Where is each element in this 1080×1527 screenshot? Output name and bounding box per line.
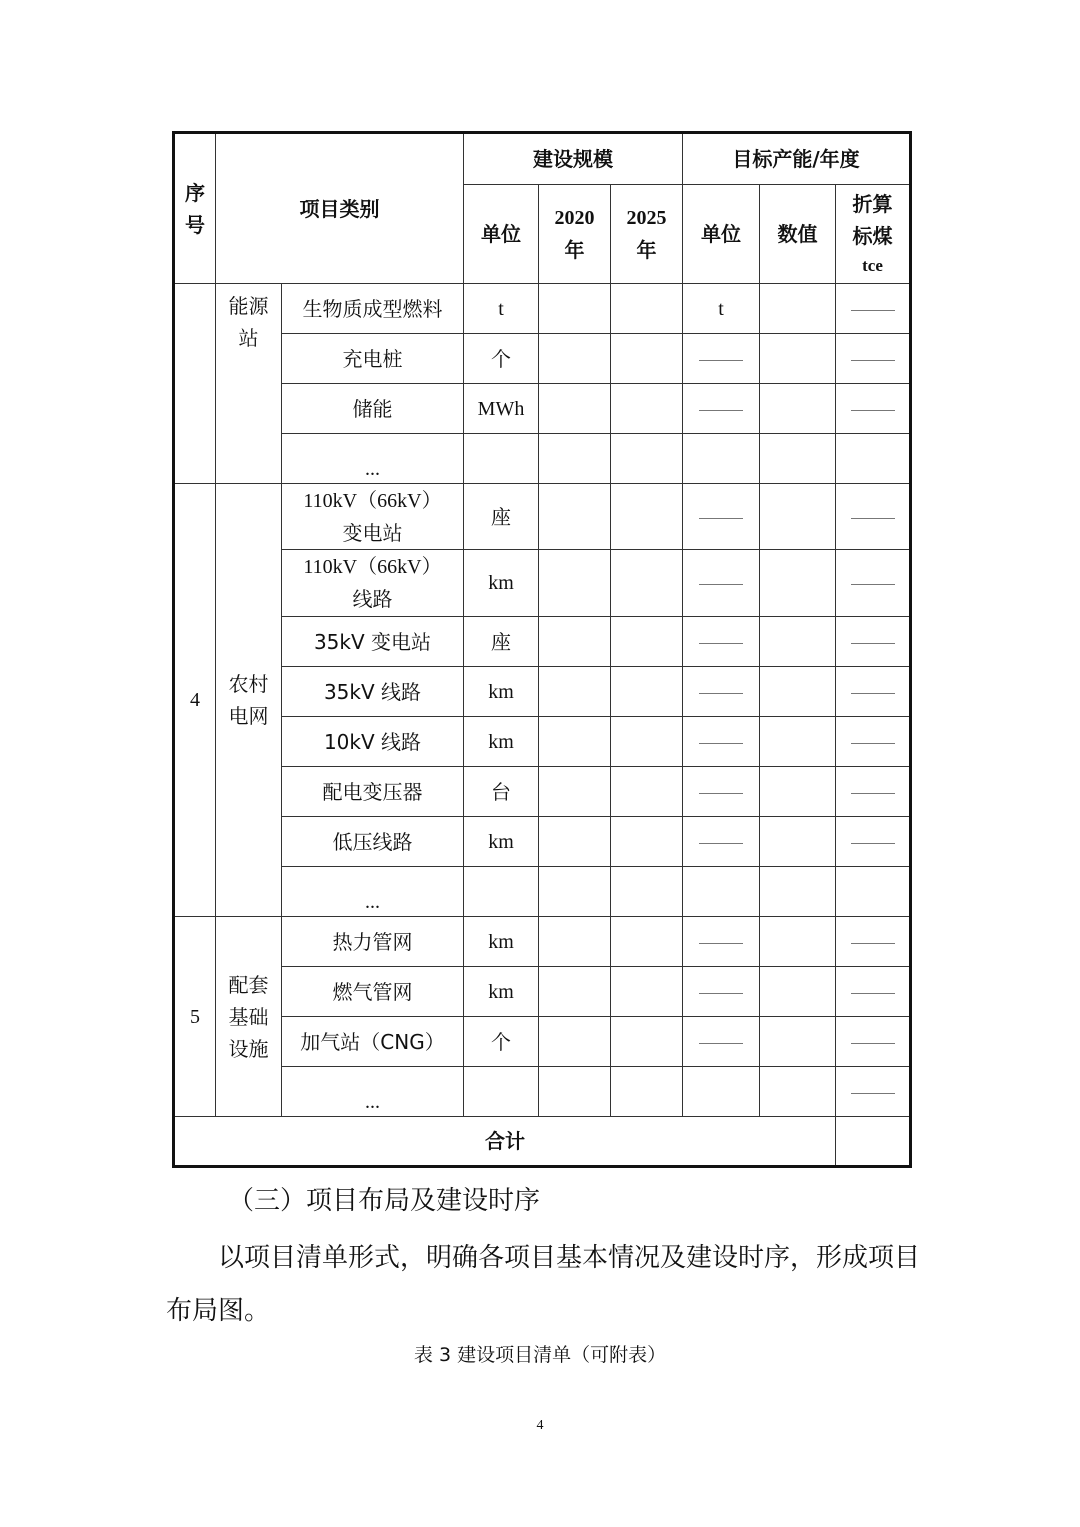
item-cell: 热力管网 <box>282 917 464 967</box>
value-2025 <box>611 334 683 384</box>
target-unit-cell <box>683 1017 760 1067</box>
target-unit-cell <box>683 550 760 617</box>
unit-cell <box>464 867 539 917</box>
target-unit-cell <box>683 817 760 867</box>
target-unit-cell <box>683 767 760 817</box>
unit-cell: MWh <box>464 384 539 434</box>
target-value-cell <box>760 550 836 617</box>
item-cell: 充电桩 <box>282 334 464 384</box>
unit-cell: km <box>464 817 539 867</box>
value-2025 <box>611 717 683 767</box>
value-2025 <box>611 917 683 967</box>
value-2025 <box>611 1067 683 1117</box>
unit-cell <box>464 1067 539 1117</box>
category-cell: 农村电网 <box>216 484 282 917</box>
value-2025 <box>611 967 683 1017</box>
section-paragraph: 以项目清单形式，明确各项目基本情况及建设时序，形成项目布局图。 <box>166 1243 921 1326</box>
target-value-cell <box>760 1067 836 1117</box>
unit-cell <box>464 434 539 484</box>
tce-cell <box>836 867 911 917</box>
unit-cell: 个 <box>464 334 539 384</box>
item-cell: 加气站（CNG） <box>282 1017 464 1067</box>
table-row <box>174 284 911 334</box>
table-row <box>174 1017 911 1067</box>
value-2020 <box>539 334 611 384</box>
value-2020 <box>539 667 611 717</box>
unit-cell: t <box>464 284 539 334</box>
target-unit-cell <box>683 867 760 917</box>
target-unit-cell <box>683 434 760 484</box>
tce-cell <box>836 1067 911 1117</box>
seq-cell: 4 <box>174 484 216 917</box>
target-unit-cell <box>683 484 760 550</box>
table-row <box>174 434 911 484</box>
tce-cell <box>836 767 911 817</box>
target-unit-cell <box>683 334 760 384</box>
tce-cell <box>836 484 911 550</box>
value-2025 <box>611 384 683 434</box>
target-unit-cell <box>683 1067 760 1117</box>
tce-cell <box>836 1017 911 1067</box>
item-cell: 35kV 线路 <box>282 667 464 717</box>
target-value-cell <box>760 1017 836 1067</box>
tce-cell <box>836 717 911 767</box>
table-row <box>174 617 911 667</box>
target-value-cell <box>760 917 836 967</box>
tce-cell <box>836 667 911 717</box>
tce-cell <box>836 384 911 434</box>
table-row <box>174 384 911 434</box>
tce-cell <box>836 967 911 1017</box>
value-2025 <box>611 1017 683 1067</box>
target-value-cell <box>760 434 836 484</box>
unit-cell: km <box>464 917 539 967</box>
item-cell: 配电变压器 <box>282 767 464 817</box>
section-heading: （三）项目布局及建设时序 <box>228 1186 541 1216</box>
value-2020 <box>539 1067 611 1117</box>
unit-cell: 座 <box>464 484 539 550</box>
value-2020 <box>539 384 611 434</box>
item-cell: 低压线路 <box>282 817 464 867</box>
value-2025 <box>611 817 683 867</box>
value-2025 <box>611 767 683 817</box>
target-unit-cell <box>683 717 760 767</box>
target-value-cell <box>760 667 836 717</box>
target-value-cell <box>760 384 836 434</box>
value-2020 <box>539 1017 611 1067</box>
category-cell: 能源站 <box>216 284 282 484</box>
value-2020 <box>539 617 611 667</box>
page-number: 4 <box>536 1418 544 1433</box>
value-2025 <box>611 284 683 334</box>
unit-cell: 个 <box>464 1017 539 1067</box>
table-row <box>174 967 911 1017</box>
header-target-value: 数值 <box>760 185 836 284</box>
tce-cell <box>836 334 911 384</box>
header-seq: 序号 <box>174 133 216 284</box>
unit-cell: 座 <box>464 617 539 667</box>
value-2025 <box>611 667 683 717</box>
item-cell: ... <box>282 434 464 484</box>
item-cell: 生物质成型燃料 <box>282 284 464 334</box>
item-cell: 110kV（66kV） 变电站 <box>282 484 464 550</box>
target-value-cell <box>760 617 836 667</box>
item-cell: ... <box>282 1067 464 1117</box>
table-row <box>174 667 911 717</box>
target-value-cell <box>760 484 836 550</box>
table-row <box>174 767 911 817</box>
table-row <box>174 817 911 867</box>
target-value-cell <box>760 334 836 384</box>
value-2020 <box>539 284 611 334</box>
table-row <box>174 867 911 917</box>
value-2020 <box>539 434 611 484</box>
value-2025 <box>611 617 683 667</box>
tce-cell <box>836 917 911 967</box>
table-caption: 表 3 建设项目清单（可附表） <box>413 1344 667 1366</box>
total-tce-cell <box>836 1117 911 1167</box>
target-unit-cell: t <box>683 284 760 334</box>
table-row <box>174 484 911 550</box>
target-unit-cell <box>683 617 760 667</box>
unit-cell: km <box>464 667 539 717</box>
tce-cell <box>836 817 911 867</box>
value-2020 <box>539 817 611 867</box>
tce-cell <box>836 550 911 617</box>
header-category: 项目类别 <box>216 133 464 284</box>
tce-cell <box>836 617 911 667</box>
target-value-cell <box>760 767 836 817</box>
value-2025 <box>611 867 683 917</box>
target-unit-cell <box>683 384 760 434</box>
value-2020 <box>539 767 611 817</box>
item-cell: 10kV 线路 <box>282 717 464 767</box>
target-value-cell <box>760 967 836 1017</box>
header-2020: 2020 年 <box>539 185 611 284</box>
tce-cell <box>836 284 911 334</box>
header-unit: 单位 <box>464 185 539 284</box>
header-target: 目标产能/年度 <box>683 133 911 185</box>
item-cell: 35kV 变电站 <box>282 617 464 667</box>
table-row <box>174 334 911 384</box>
target-value-cell <box>760 717 836 767</box>
item-cell: 储能 <box>282 384 464 434</box>
table-row <box>174 717 911 767</box>
value-2020 <box>539 717 611 767</box>
unit-cell: km <box>464 967 539 1017</box>
unit-cell: km <box>464 717 539 767</box>
table-row <box>174 1067 911 1117</box>
value-2020 <box>539 867 611 917</box>
item-cell: ... <box>282 867 464 917</box>
table-row <box>174 917 911 967</box>
seq-cell: 5 <box>174 917 216 1117</box>
tce-cell <box>836 434 911 484</box>
table-row <box>174 550 911 617</box>
value-2020 <box>539 484 611 550</box>
value-2025 <box>611 550 683 617</box>
value-2025 <box>611 434 683 484</box>
target-unit-cell <box>683 667 760 717</box>
target-value-cell <box>760 817 836 867</box>
item-cell: 燃气管网 <box>282 967 464 1017</box>
target-value-cell <box>760 284 836 334</box>
category-cell: 配套基础设施 <box>216 917 282 1117</box>
total-label: 合计 <box>174 1117 836 1167</box>
header-tce: 折算标煤 tce <box>836 185 911 284</box>
value-2020 <box>539 967 611 1017</box>
total-row <box>174 1117 911 1167</box>
value-2020 <box>539 917 611 967</box>
value-2020 <box>539 550 611 617</box>
project-table <box>172 131 912 1168</box>
header-target-unit: 单位 <box>683 185 760 284</box>
target-value-cell <box>760 867 836 917</box>
value-2025 <box>611 484 683 550</box>
target-unit-cell <box>683 917 760 967</box>
unit-cell: km <box>464 550 539 617</box>
unit-cell: 台 <box>464 767 539 817</box>
target-unit-cell <box>683 967 760 1017</box>
item-cell: 110kV（66kV） 线路 <box>282 550 464 617</box>
header-2025: 2025 年 <box>611 185 683 284</box>
header-build-scale: 建设规模 <box>464 133 683 185</box>
seq-cell <box>174 284 216 484</box>
